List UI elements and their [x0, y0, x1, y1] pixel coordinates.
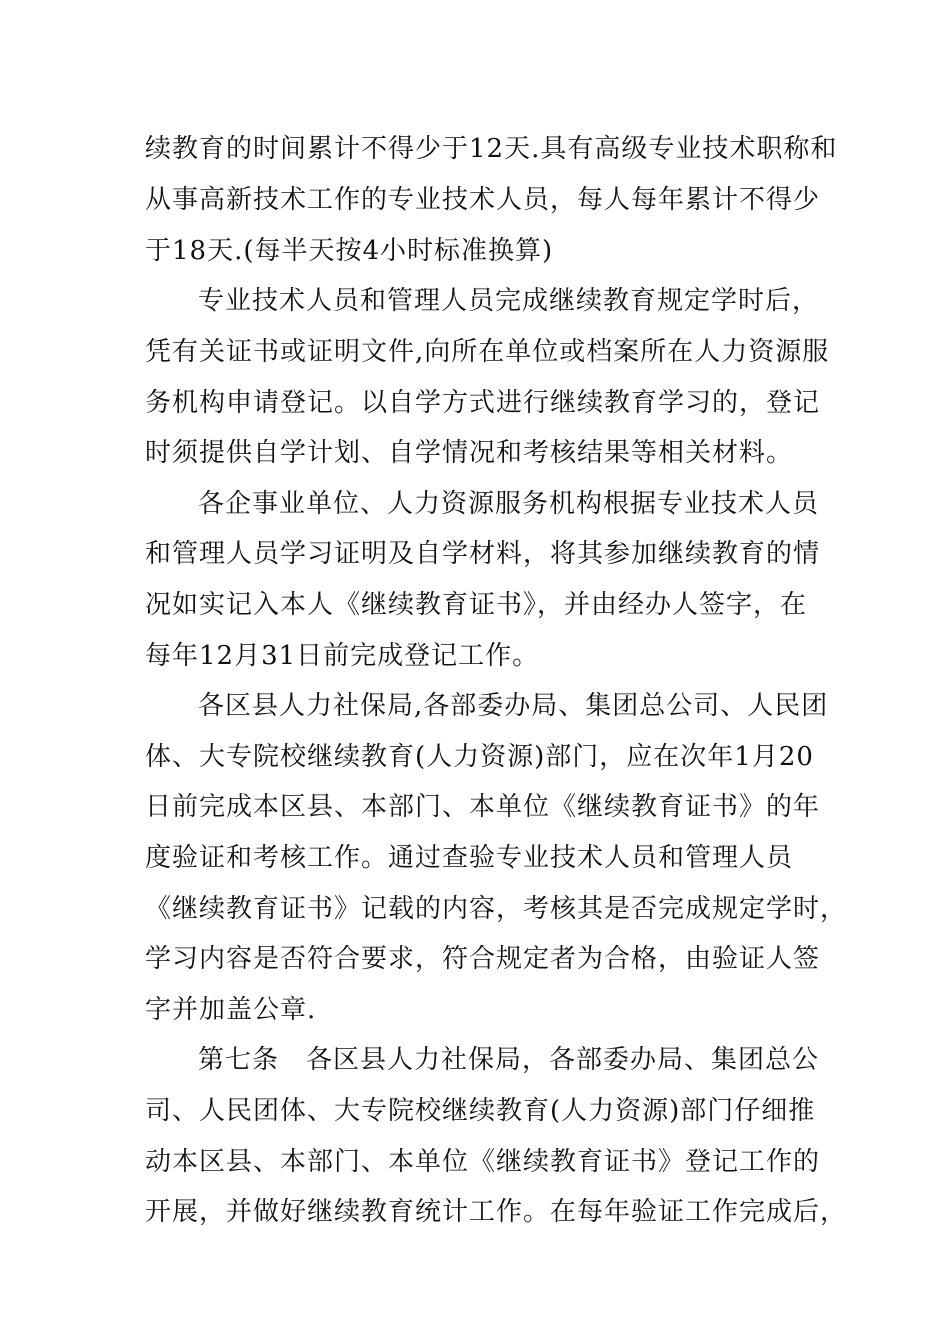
text-line: 续教育的时间累计不得少于12天.具有高级专业技术职称和	[145, 134, 838, 164]
text-line: 字并加盖公章.	[145, 995, 317, 1025]
text-line: 务机构申请登记。以自学方式进行继续教育学习的，登记	[145, 388, 821, 418]
article-heading-line: 第七条 各区县人力社保局，各部委办局、集团总公	[198, 1045, 820, 1075]
text-line: 每年12月31日前完成登记工作。	[145, 641, 540, 671]
paragraph-first-line: 各企事业单位、人力资源服务机构根据专业技术人员	[198, 489, 820, 519]
text-line: 度验证和考核工作。通过查验专业技术人员和管理人员	[145, 843, 794, 873]
text-line: 时须提供自学计划、自学情况和考核结果等相关材料。	[145, 438, 794, 468]
text-line: 于18天.(每半天按4小时标准换算)	[145, 236, 554, 266]
text-line: 和管理人员学习证明及自学材料，将其参加继续教育的情	[145, 539, 821, 569]
text-line: 开展，并做好继续教育统计工作。在每年验证工作完成后，	[145, 1197, 848, 1227]
text-line: 司、人民团体、大专院校继续教育(人力资源)部门仔细推	[145, 1096, 816, 1126]
text-line: 《继续教育证书》记载的内容，考核其是否完成规定学时，	[145, 894, 848, 924]
paragraph-first-line: 各区县人力社保局,各部委办局、集团总公司、人民团	[198, 691, 829, 721]
text-line: 凭有关证书或证明文件,向所在单位或档案所在人力资源服	[145, 337, 830, 367]
text-line: 体、大专院校继续教育(人力资源)部门，应在次年1月20	[145, 742, 814, 772]
text-line: 学习内容是否符合要求，符合规定者为合格，由验证人签	[145, 944, 821, 974]
text-line: 日前完成本区县、本部门、本单位《继续教育证书》的年	[145, 792, 821, 822]
text-line: 况如实记入本人《继续教育证书》，并由经办人签字，在	[145, 590, 808, 620]
paragraph-first-line: 专业技术人员和管理人员完成继续教育规定学时后，	[198, 286, 820, 316]
text-line: 动本区县、本部门、本单位《继续教育证书》登记工作的	[145, 1147, 821, 1177]
text-line: 从事高新技术工作的专业技术人员，每人每年累计不得少	[145, 185, 821, 215]
